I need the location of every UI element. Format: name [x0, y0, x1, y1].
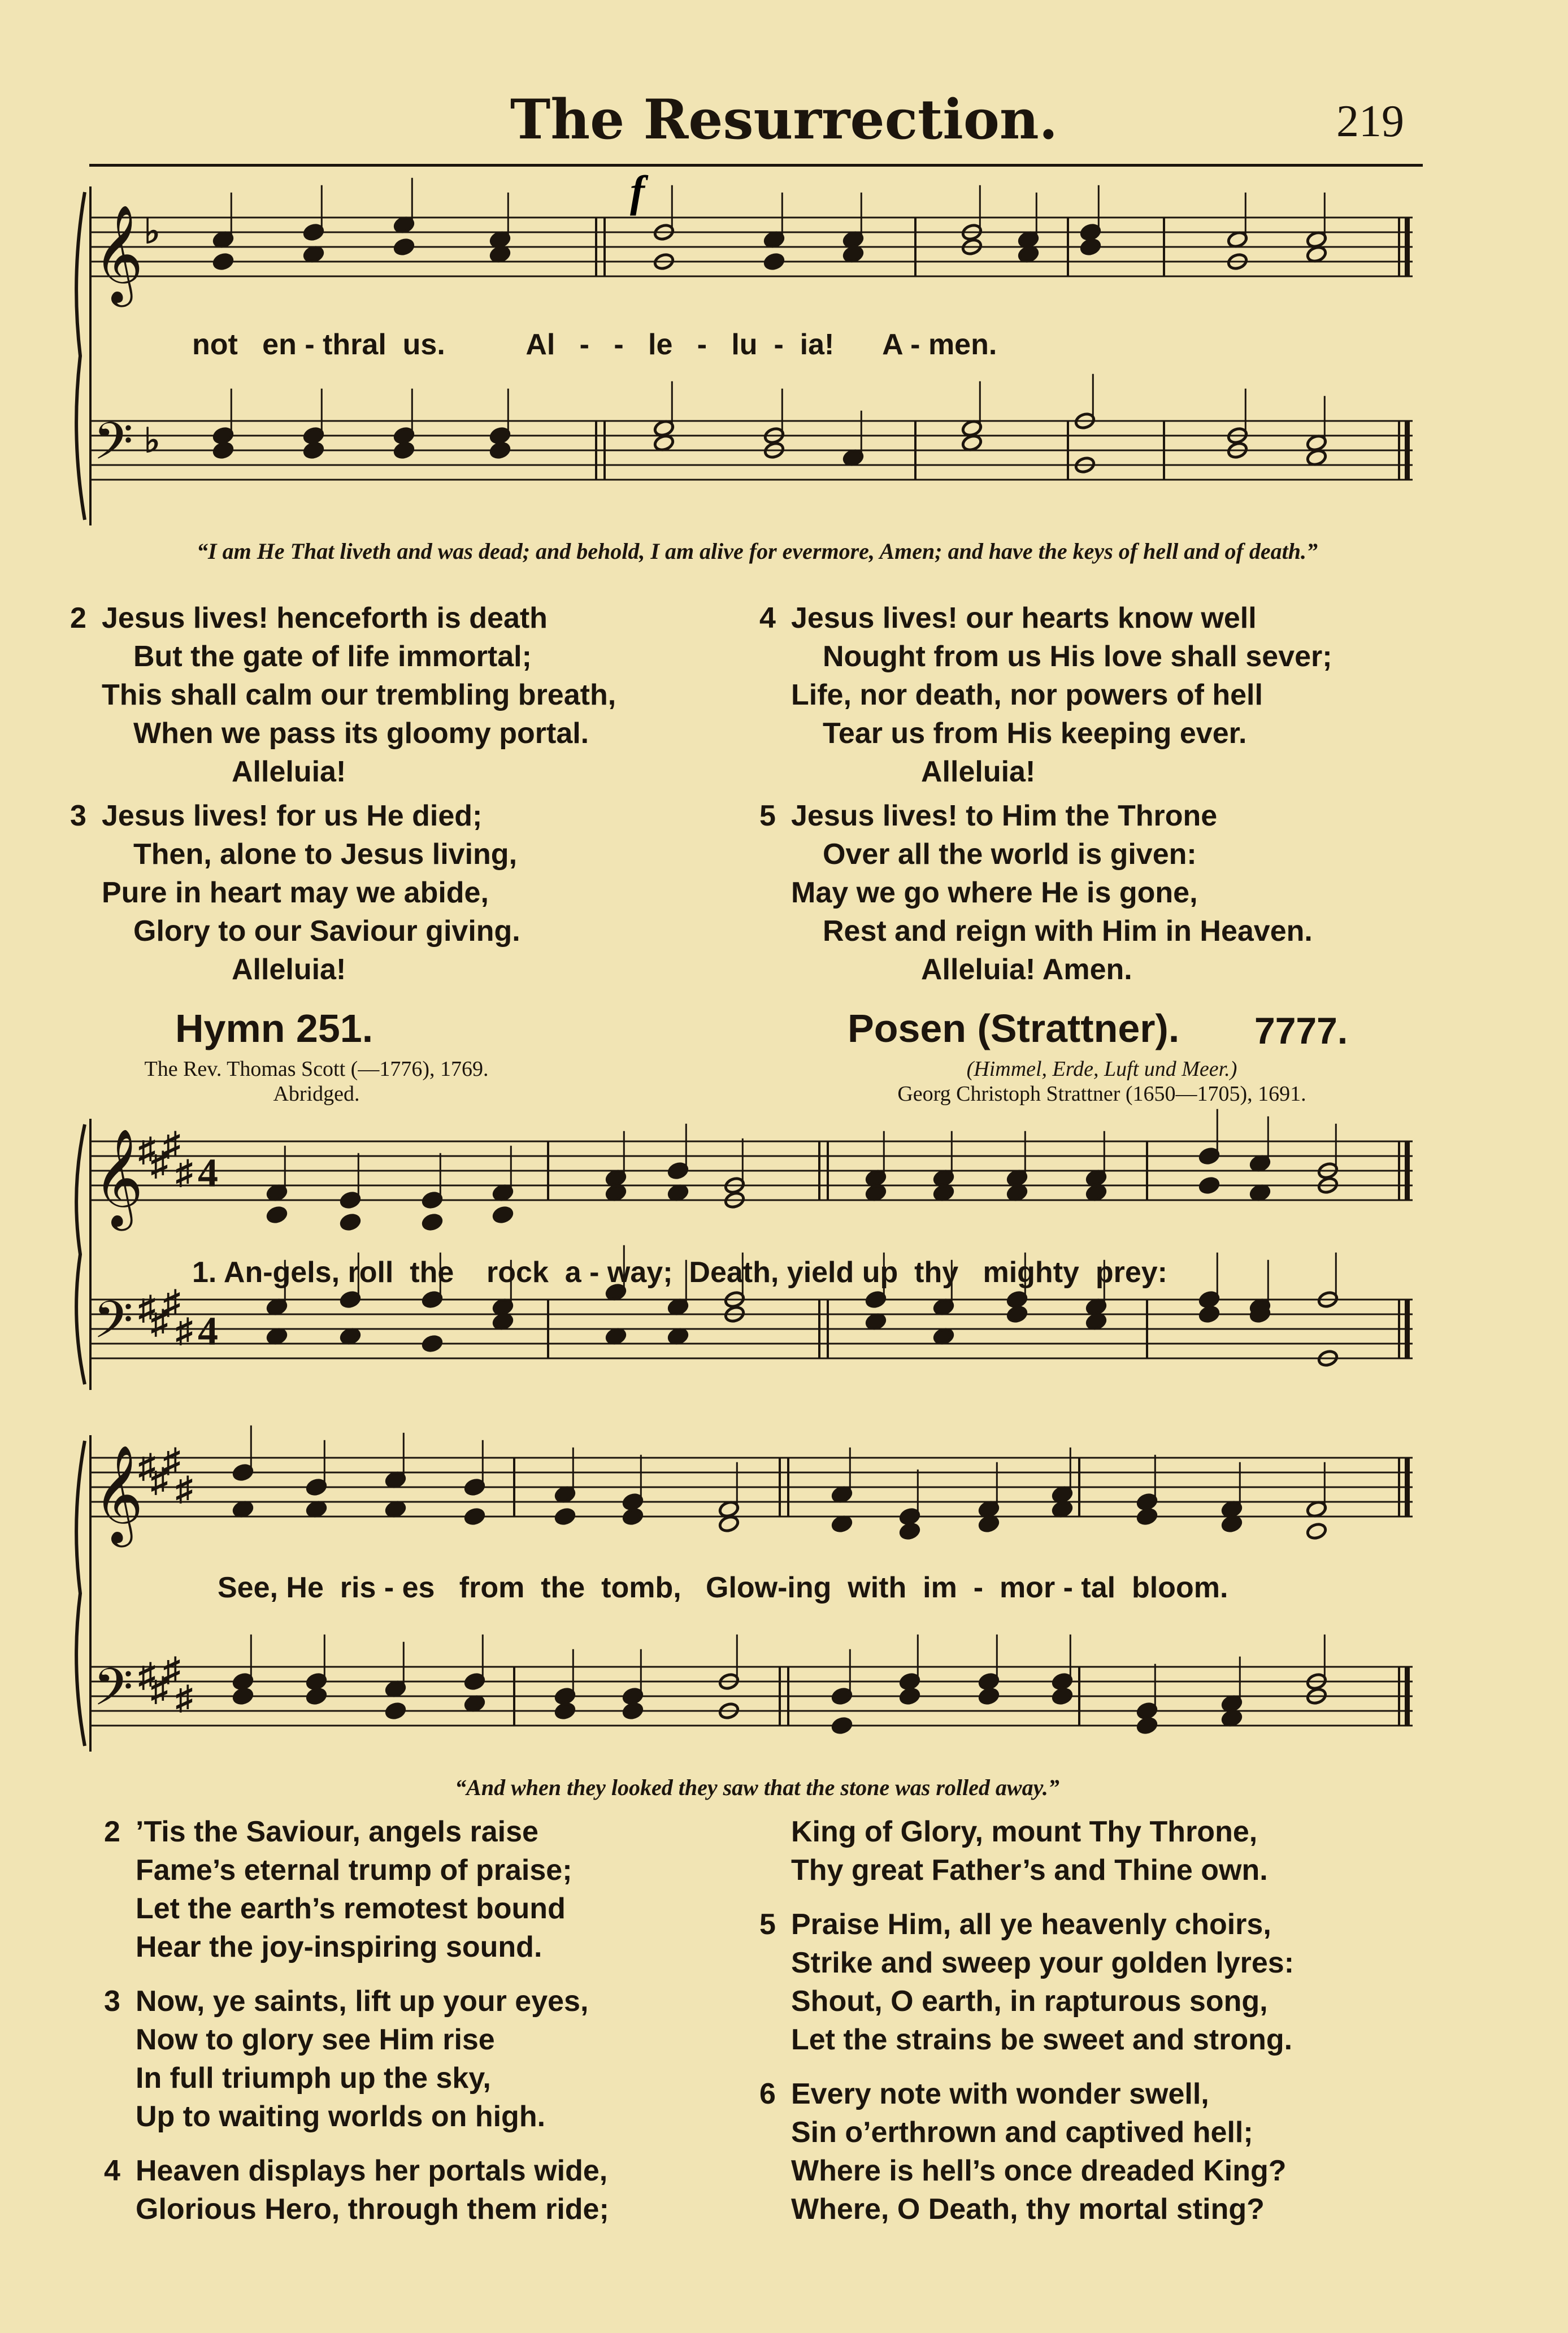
verse-line: Where, O Death, thy mortal sting? — [791, 2193, 1265, 2226]
verse-line: But the gate of life immortal; — [133, 640, 532, 673]
verse-3 — [104, 1982, 609, 2136]
author-text: The Rev. Thomas Scott (—1776), 1769. — [144, 1057, 489, 1081]
verse-number: 2 — [104, 1815, 120, 1848]
note-head — [385, 1702, 406, 1721]
key-signature-icon: ♯ — [151, 1462, 168, 1499]
note-head — [1085, 1313, 1107, 1331]
key-signature-icon: ♯ — [138, 1289, 155, 1327]
verse-line: Praise Him, all ye heavenly choirs, — [791, 1908, 1271, 1941]
key-signature-icon: ♯ — [176, 1312, 193, 1349]
meter: 7777. — [1254, 1010, 1348, 1052]
note-head — [1006, 1305, 1028, 1324]
note-head — [622, 1702, 644, 1721]
note-head — [1085, 1184, 1107, 1202]
verse-4 — [759, 599, 1332, 791]
key-signature-icon: ♯ — [163, 1126, 180, 1163]
note-head — [464, 1507, 485, 1526]
note-head — [1221, 1709, 1243, 1728]
hymn-verses-right — [759, 1813, 1295, 2228]
verse-line: Now to glory see Him rise — [136, 2023, 495, 2056]
top-hymn-lyrics: not en - thral us. Al - - le - lu - ia! A - men. — [192, 328, 997, 361]
verse-6 — [759, 2075, 1294, 2228]
hymn-lyrics-line-2: See, He ris - es from the tomb, Glow-ing with im - mor - tal bloom. — [218, 1571, 1228, 1604]
final-barline — [1405, 1458, 1410, 1517]
bass-clef-icon: 𝄢 — [93, 1659, 133, 1728]
note-head — [1136, 1717, 1158, 1735]
note-head — [842, 245, 864, 264]
hymn-author — [113, 1057, 520, 1106]
verse-line: Where is hell’s once dreaded King? — [791, 2154, 1287, 2187]
verse-line: Shout, O earth, in rapturous song, — [791, 1985, 1268, 2018]
note-head — [1306, 449, 1327, 467]
verse-line: Alleluia! — [232, 953, 346, 986]
page-number: 219 — [1336, 97, 1404, 146]
key-signature-icon: ♯ — [176, 1679, 193, 1717]
verse-line: Over all the world is given: — [823, 838, 1197, 871]
note-head — [605, 1184, 627, 1202]
note-head — [232, 1500, 254, 1519]
verse-line: When we pass its gloomy portal. — [133, 717, 589, 750]
note-head — [385, 1500, 406, 1519]
verse-4-continued — [791, 1813, 1294, 1889]
note-head — [306, 1500, 327, 1519]
note-head — [865, 1313, 887, 1331]
verse-line: May we go where He is gone, — [791, 876, 1198, 909]
tune-source — [768, 1057, 1435, 1106]
verse-number: 5 — [759, 800, 776, 832]
hymn-251-score — [0, 1107, 1568, 1785]
verse-line: Then, alone to Jesus living, — [133, 838, 518, 871]
treble-clef-icon: 𝄞 — [93, 1131, 144, 1225]
note-head — [554, 1507, 576, 1526]
key-signature-icon: ♯ — [176, 1154, 193, 1191]
author-note: Abridged. — [273, 1082, 360, 1106]
verse-line: Jesus lives! henceforth is death — [102, 602, 548, 635]
key-signature-icon: ♯ — [151, 1304, 168, 1341]
verse-number: 2 — [70, 602, 86, 635]
verse-line: Hear the joy-inspiring sound. — [136, 1931, 542, 1963]
verse-number: 6 — [759, 2078, 776, 2110]
key-signature-icon: ♯ — [151, 1145, 168, 1183]
note-head — [1306, 245, 1327, 264]
final-barline — [1405, 218, 1410, 276]
note-head — [464, 1695, 485, 1713]
treble-clef-icon: 𝄞 — [93, 1448, 144, 1541]
verse-number: 3 — [104, 1985, 120, 2018]
verse-line: Every note with wonder swell, — [791, 2078, 1209, 2110]
note-head — [554, 1702, 576, 1721]
bass-clef-icon: 𝄢 — [93, 1292, 133, 1361]
key-signature-icon: ♯ — [163, 1442, 180, 1479]
verse-line: Up to waiting worlds on high. — [136, 2100, 546, 2133]
verse-line: Fame’s eternal trump of praise; — [136, 1854, 572, 1887]
verse-line: Jesus lives! to Him the Throne — [791, 800, 1218, 832]
key-signature-icon: ♯ — [163, 1284, 180, 1321]
key-signature-icon: ♯ — [138, 1131, 155, 1168]
note-head — [831, 1515, 853, 1533]
verse-number: 4 — [759, 602, 776, 635]
key-signature-icon: ♯ — [138, 1448, 155, 1485]
note-head — [393, 238, 415, 257]
verse-line: Alleluia! — [921, 755, 1036, 788]
top-hymn-quote: “I am He That liveth and was dead; and behold, I am alive for evermore, Amen; and have the keys of hell and of death.” — [197, 538, 1318, 564]
note-head — [266, 1206, 288, 1224]
final-barline — [1405, 1141, 1410, 1200]
verse-line: Strike and sweep your golden lyres: — [791, 1947, 1295, 1979]
page-title: The Resurrection. — [510, 88, 1058, 151]
note-head — [1052, 1687, 1073, 1706]
note-head — [978, 1515, 1000, 1533]
note-head — [303, 245, 324, 264]
note-head — [667, 1327, 689, 1346]
final-barline — [1405, 1300, 1410, 1358]
note-head — [212, 441, 234, 460]
key-signature-icon: ♯ — [176, 1470, 193, 1507]
note-head — [763, 253, 785, 271]
note-head — [489, 441, 511, 460]
verse-line: Now, ye saints, lift up your eyes, — [136, 1985, 589, 2018]
note-head — [933, 1327, 954, 1346]
final-barline — [1405, 421, 1410, 480]
verse-line: Jesus lives! our hearts know well — [791, 602, 1257, 635]
verse-5 — [759, 1905, 1295, 2059]
verse-line: Glory to our Saviour giving. — [133, 915, 520, 948]
verse-line: This shall calm our trembling breath, — [102, 679, 616, 711]
time-signature: 4 — [198, 1309, 218, 1354]
note-head — [306, 1687, 327, 1706]
tune-origin: (Himmel, Erde, Luft und Meer.) — [966, 1057, 1237, 1081]
note-head — [653, 434, 675, 453]
note-head — [978, 1687, 1000, 1706]
note-head — [340, 1327, 361, 1346]
note-head — [933, 1184, 954, 1202]
verse-line: Let the earth’s remotest bound — [136, 1892, 566, 1925]
note-head — [1249, 1184, 1271, 1202]
note-head — [1198, 1176, 1220, 1195]
verse-line: Jesus lives! for us He died; — [102, 800, 483, 832]
system-brace — [76, 192, 85, 520]
note-head — [303, 441, 324, 460]
tune-name: Posen (Strattner). — [848, 1006, 1180, 1050]
verse-line: Rest and reign with Him in Heaven. — [823, 915, 1313, 948]
note-head — [718, 1515, 740, 1533]
system-brace — [76, 1441, 85, 1746]
verse-number: 3 — [70, 800, 86, 832]
verse-4 — [104, 2152, 609, 2228]
key-signature-icon: ♭ — [144, 213, 160, 250]
final-barline — [1405, 1667, 1410, 1726]
note-head — [422, 1335, 443, 1353]
note-head — [1018, 245, 1039, 264]
verse-line: King of Glory, mount Thy Throne, — [791, 1815, 1258, 1848]
note-head — [899, 1522, 920, 1541]
verse-line: Nought from us His love shall sever; — [823, 640, 1332, 673]
note-head — [393, 441, 415, 460]
note-head — [1198, 1305, 1220, 1324]
key-signature-icon: ♭ — [144, 422, 160, 459]
note-head — [266, 1327, 288, 1346]
system-brace — [76, 1124, 85, 1384]
note-head — [340, 1213, 361, 1232]
top-hymn-score — [0, 0, 1568, 571]
verse-line: Tear us from His keeping ever. — [823, 717, 1247, 750]
verse-line: Life, nor death, nor powers of hell — [791, 679, 1263, 711]
bass-clef-icon: 𝄢 — [93, 414, 133, 483]
note-head — [1052, 1500, 1073, 1519]
dynamic-marking: f — [630, 167, 645, 216]
note-head — [899, 1687, 920, 1706]
note-head — [831, 1717, 853, 1735]
key-signature-icon: ♯ — [151, 1671, 168, 1708]
note-head — [422, 1213, 443, 1232]
note-head — [1006, 1184, 1028, 1202]
verse-line: Alleluia! Amen. — [921, 953, 1132, 986]
hymn-staves — [76, 1109, 1413, 1752]
verse-number: 4 — [104, 2154, 120, 2187]
verse-3 — [70, 797, 520, 989]
verse-line: Let the strains be sweet and strong. — [791, 2023, 1293, 2056]
composer: Georg Christoph Strattner (1650—1705), 1691. — [897, 1082, 1306, 1106]
verse-2 — [104, 1813, 609, 1966]
hymn-number: Hymn 251. — [175, 1006, 373, 1050]
note-head — [865, 1184, 887, 1202]
note-head — [605, 1327, 627, 1346]
note-head — [1306, 1522, 1327, 1541]
verse-line: Sin o’erthrown and captived hell; — [791, 2116, 1253, 2149]
note-head — [1080, 238, 1101, 257]
note-head — [1136, 1507, 1158, 1526]
verse-number: 5 — [759, 1908, 776, 1941]
note-head — [212, 253, 234, 271]
verse-line: ’Tis the Saviour, angels raise — [136, 1815, 538, 1848]
key-signature-icon: ♯ — [163, 1651, 180, 1688]
note-head — [492, 1313, 514, 1331]
note-head — [961, 434, 983, 453]
time-signature: 4 — [198, 1150, 218, 1196]
verse-5 — [759, 797, 1313, 989]
note-head — [492, 1206, 514, 1224]
verse-line: Thy great Father’s and Thine own. — [791, 1854, 1268, 1887]
verse-line: Pure in heart may we abide, — [102, 876, 489, 909]
note-head — [622, 1507, 644, 1526]
key-signature-icon: ♯ — [138, 1657, 155, 1694]
hymn-lyrics-line-1: 1. An-gels, roll the rock a - way; Death, yield up thy mighty prey: — [192, 1256, 1167, 1289]
note-head — [489, 245, 511, 264]
verse-line: Alleluia! — [232, 755, 346, 788]
verse-line: In full triumph up the sky, — [136, 2062, 491, 2095]
hymn-quote: “And when they looked they saw that the stone was rolled away.” — [455, 1775, 1059, 1800]
verse-line: Glorious Hero, through them ride; — [136, 2193, 609, 2226]
note-head — [667, 1184, 689, 1202]
note-head — [232, 1687, 254, 1706]
treble-clef-icon: 𝄞 — [93, 207, 144, 301]
hymn-verses-left — [104, 1813, 609, 2228]
verse-line: Heaven displays her portals wide, — [136, 2154, 608, 2187]
note-head — [1221, 1515, 1243, 1533]
verse-2 — [70, 599, 616, 791]
